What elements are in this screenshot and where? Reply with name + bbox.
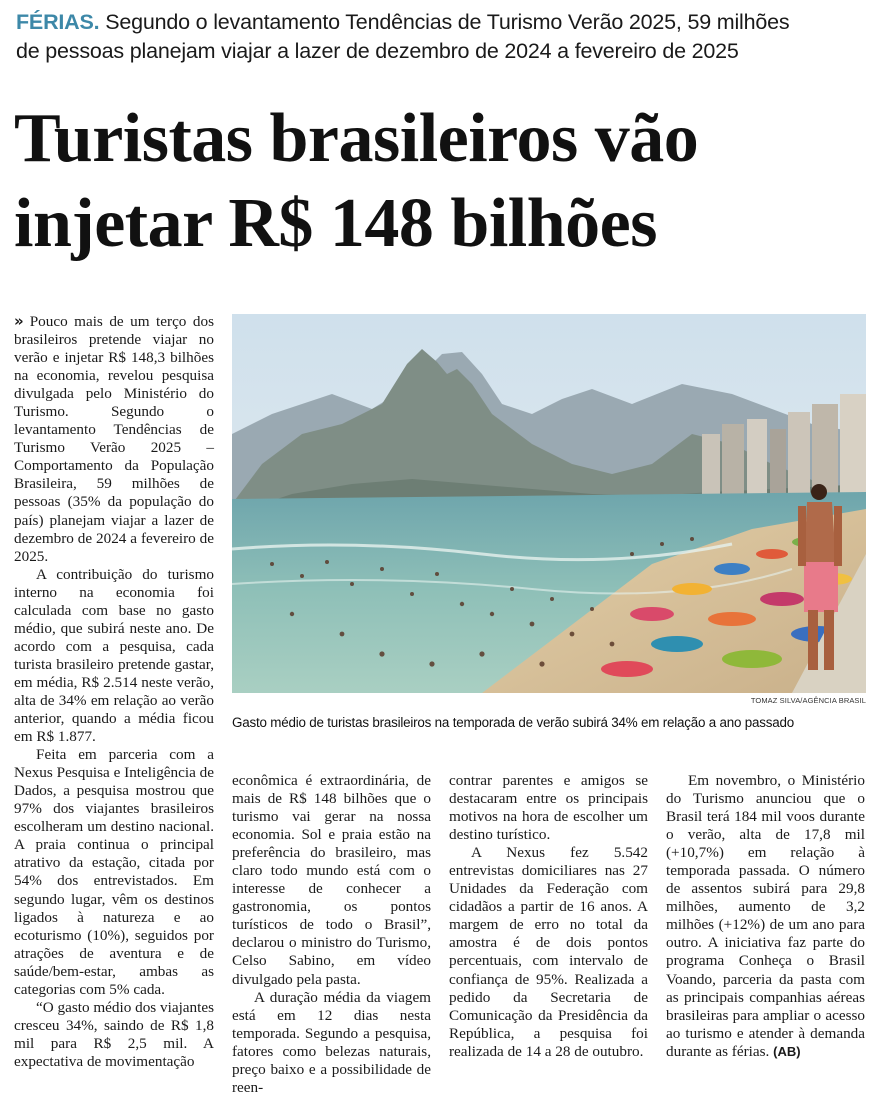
headline [14,96,884,266]
headline-line-1: Turistas brasileiros vão [14,100,699,177]
article-paragraph: A contribuição do turismo interno na economia foi calculada com base no gasto médio, que subirá neste ano. De acordo com a pesquisa, cada turista brasileiro pretende gastar, em média, R$ 2.514 neste verão, alta de 34% em relação ao verão anterior, quando a média ficou em R$ 1.877. [14,565,214,746]
article-column-2 [232,772,431,1097]
article-column-3 [449,772,648,1061]
article-paragraph: A duração média da viagem está em 12 dias nesta temporada. Segundo a pesquisa, fatores como belezas naturais, preço baixo e a possibilidade de reen- [232,988,431,1096]
kicker-line-1: Segundo o levantamento Tendências de Turismo Verão 2025, 59 milhões [105,10,790,34]
article-paragraph: A Nexus fez 5.542 entrevistas domiciliares nas 27 Unidades da Federação com cidadãos a partir de 16 anos. A margem de erro no total da amostra é de dois pontos percentuais, com intervalo de confiança de 95%. Realizada a pedido da Secretaria de Comunicação da Presidência da República, a pesquisa foi realizada de 14 a 28 de outubro. [449,844,648,1060]
article-paragraph: “O gasto médio dos viajantes cresceu 34%, saindo de R$ 1,8 mil para R$ 2,5 mil. A expectativa de movimentação [14,998,214,1070]
headline-line-2: injetar R$ 148 bilhões [14,185,657,262]
article-paragraph: » Pouco mais de um terço dos brasileiros pretende viajar no verão e injetar R$ 148,3 bilhões na economia, revelou pesquisa divulgada pelo Ministério do Turismo. Segundo o levantamento Tendências de Turismo Verão 2025 – Comportamento da População Brasileira, 59 milhões de pessoas (35% da população do país) planejam viajar a lazer de dezembro de 2024 a fevereiro de 2025. [14,312,214,565]
author-signature: (AB) [773,1043,801,1059]
article-paragraph: Em novembro, o Ministério do Turismo anunciou que o Brasil terá 184 mil voos durante o verão, alta de 17,8 mil (+10,7%) em relação à temporada passada. O número de assentos subirá para 29,8 milhões, aumento de 3,2 milhões (+12%) de um ano para outro. A iniciativa faz parte do programa Conheça o Brasil Voando, parceria da pasta com as principais companhias aéreas brasileiras para ampliar o acesso ao turismo e atender à demanda durante as férias. (AB) [666,772,865,1060]
article-paragraph: contrar parentes e amigos se destacaram entre os principais motivos na hora de escolher um destino turístico. [449,772,648,844]
article-column-1 [14,312,214,1071]
article-paragraph: Feita em parceria com a Nexus Pesquisa e Inteligência de Dados, a pesquisa mostrou que 97% dos viajantes brasileiros escolheram um destino nacional. A praia continua o principal atrativo da estação, citada por 54% dos entrevistados. Em segundo lugar, vêm os destinos ligados à natureza e ao ecoturismo (10%), seguidos por atrações de aventura e de saúde/bem-estar, ambas as categorias com 5% cada. [14,746,214,998]
article-paragraph: econômica é extraordinária, de mais de R$ 148 bilhões que o turismo vai gerar na nossa economia. Sol e praia estão na preferência do brasileiro, mas claro todo mundo está com o interesse de conhecer a gastronomia, os pontos turísticos de todo o Brasil”, declarou o ministro do Turismo, Celso Sabino, em vídeo divulgado pela pasta. [232,772,431,988]
lead-marker-icon: » [14,312,24,330]
beach-photo [232,314,866,693]
photo-credit: TOMAZ SILVA/AGÊNCIA BRASIL [750,696,866,705]
photo-caption: Gasto médio de turistas brasileiros na temporada de verão subirá 34% em relação a ano passado [232,715,794,730]
article-column-4 [666,772,865,1061]
kicker [16,8,876,66]
section-tag: FÉRIAS. [16,10,100,34]
kicker-line-2: de pessoas planejam viajar a lazer de dezembro de 2024 a fevereiro de 2025 [16,39,739,63]
